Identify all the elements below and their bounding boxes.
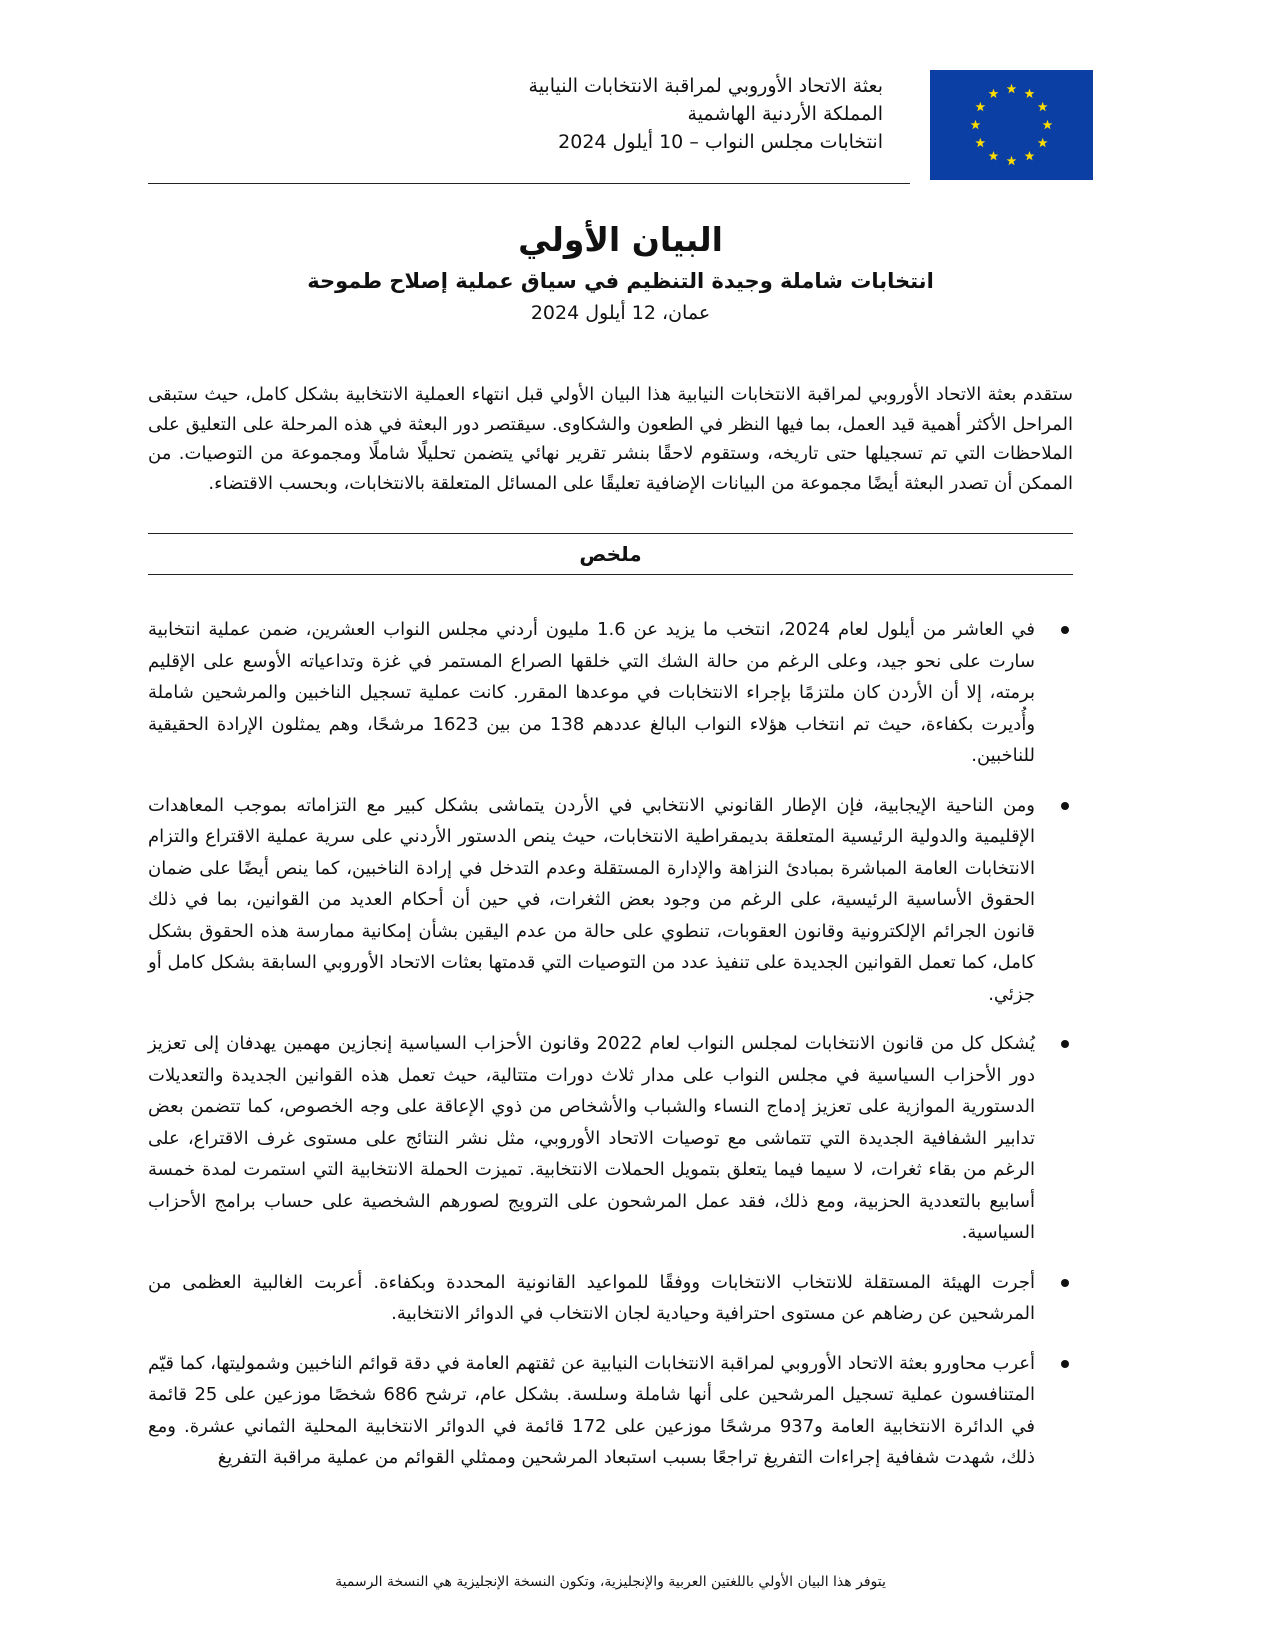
document-subtitle: انتخابات شاملة وجيدة التنظيم في سياق عملية إصلاح طموحة — [307, 269, 934, 293]
star-icon — [1038, 138, 1048, 147]
bullet-icon — [1061, 1360, 1069, 1368]
star-icon — [1025, 89, 1035, 98]
mission-info — [283, 72, 883, 156]
bullet-icon — [1061, 1040, 1069, 1048]
star-icon — [989, 89, 999, 98]
document-header — [148, 70, 1093, 182]
section-divider-bottom — [148, 574, 1073, 575]
summary-item-text: أعرب محاورو بعثة الاتحاد الأوروبي لمراقبة الانتخابات النيابية عن ثقتهم العامة في دقة قوائم الناخبين وشموليتها، كما قيّم المتنافسون عملية تسجيل المرشحين على أنها شاملة وسلسة. بشكل عام، ترشح 686 شخصًا موزعين على 25 قائمة في الدائرة الانتخابية العامة و937 مرشحًا موزعين على 172 قائمة في الدوائر الانتخابية المحلية الثماني عشرة. ومع ذلك، شهدت شفافية إجراءات التفريغ تراجعًا بسبب استبعاد المرشحين وممثلي القوائم من عملية مراقبة التفريغ — [148, 1352, 1035, 1468]
star-icon — [1007, 84, 1017, 93]
star-icon — [1025, 151, 1035, 160]
summary-item-text: يُشكل كل من قانون الانتخابات لمجلس النواب لعام 2022 وقانون الأحزاب السياسية إنجازين مهمين يهدفان إلى تعزيز دور الأحزاب السياسية في مجلس النواب على مدار ثلاث دورات متتالية، حيث تعمل هذه القوانين الجديدة والتعديلات الدستورية الموازية على تعزيز إدماج النساء والشباب والأشخاص من ذوي الإعاقة على وجه الخصوص، كما تتضمن بعض تدابير الشفافية الجديدة التي تتماشى مع توصيات الاتحاد الأوروبي، مثل نشر النتائج على مستوى غرف الاقتراع، على الرغم من بقاء ثغرات، لا سيما فيما يتعلق بتمويل الحملات الانتخابية. تميزت الحملة الانتخابية التي استمرت لمدة خمسة أسابيع بالتعددية الحزبية، ومع ذلك، فقد عمل المرشحون على الترويج لصورهم الشخصية على حساب برامج الأحزاب السياسية. — [148, 1033, 1036, 1243]
summary-item — [148, 1348, 1073, 1474]
summary-item — [148, 790, 1073, 1011]
eu-flag-icon — [930, 70, 1093, 180]
summary-list — [148, 614, 1073, 1492]
summary-item-text: أجرت الهيئة المستقلة للانتخاب الانتخابات ووفقًا للمواعيد القانونية المحددة وبكفاءة. أعربت الغالبية العظمى من المرشحين عن رضاهم عن مستوى احترافية وحيادية لجان الانتخاب في الدوائر الانتخابية. — [148, 1271, 1035, 1324]
summary-item — [148, 1267, 1073, 1330]
summary-item — [148, 614, 1073, 772]
document-date: عمان، 12 أيلول 2024 — [530, 302, 711, 324]
star-icon — [989, 151, 999, 160]
bullet-icon — [1061, 1279, 1069, 1287]
star-icon — [1043, 120, 1053, 129]
language-note: يتوفر هذا البيان الأولي باللغتين العربية والإنجليزية، وتكون النسخة الإنجليزية هي النسخة الرسمية — [335, 1574, 886, 1590]
mission-name: بعثة الاتحاد الأوروبي لمراقبة الانتخابات النيابية — [528, 75, 883, 97]
title-block — [148, 216, 1093, 328]
summary-item-text: ومن الناحية الإيجابية، فإن الإطار القانوني الانتخابي في الأردن يتماشى بشكل كبير مع التزاماته بموجب المعاهدات الإقليمية والدولية الرئيسية المتعلقة بديمقراطية الانتخابات، حيث ينص الدستور الأردني على سرية عملية الاقتراع والتزام الانتخابات العامة المباشرة بمبادئ النزاهة والإدارة المستقلة وعدم التدخل في إرادة الناخبين، كما ينص أيضًا على ضمان الحقوق الأساسية الرئيسية، على الرغم من وجود بعض الثغرات، في حين أن أحكام العديد من القوانين، بما في ذلك قانون الجرائم الإلكترونية وقانون العقوبات، تنطوي على حالة من عدم اليقين بشأن إمكانية ممارسة هذه الحقوق بشكل كامل، كما تعمل القوانين الجديدة على تنفيذ عدد من التوصيات التي قدمتها بعثات الاتحاد الأوروبي السابقة بشكل كامل أو جزئي. — [148, 794, 1035, 1005]
document-title: البيان الأولي — [518, 220, 723, 259]
summary-heading: ملخص — [579, 542, 642, 566]
bullet-icon — [1061, 802, 1069, 810]
section-divider-top — [148, 533, 1073, 534]
election-name: انتخابات مجلس النواب – 10 أيلول 2024 — [558, 131, 883, 153]
eu-flag-stars — [930, 70, 1093, 180]
summary-item-text: في العاشر من أيلول لعام 2024، انتخب ما يزيد عن 1.6 مليون أردني مجلس النواب العشرين، ضمن عملية انتخابية سارت على نحو جيد، وعلى الرغم من حالة الشك التي خلقها الصراع المستمر في غزة وتداعياته الأوسع على الإقليم برمته، إلا أن الأردن كان ملتزمًا بإجراء الانتخابات في موعدها المقرر. كانت عملية تسجيل الناخبين والمرشحين شاملة وأُديرت بكفاءة، حيث تم انتخاب هؤلاء النواب البالغ عددهم 138 من بين 1623 مرشحًا، وهم يمثلون الإرادة الحقيقية للناخبين. — [148, 619, 1036, 766]
intro-paragraph: ستقدم بعثة الاتحاد الأوروبي لمراقبة الانتخابات النيابية هذا البيان الأولي قبل انتهاء العملية الانتخابية بشكل كامل، حيث ستبقى المراحل الأكثر أهمية قيد العمل، بما فيها النظر في الطعون والشكاوى. سيقتصر دور البعثة في هذه المرحلة على التعليق على الملاحظات التي تم تسجيلها حتى تاريخه، وستقوم لاحقًا بنشر تقرير نهائي يتضمن تحليلًا شاملًا ومجموعة من التوصيات. من الممكن أن تصدر البعثة أيضًا مجموعة من البيانات الإضافية تعليقًا على المسائل المتعلقة بالانتخابات، وبحسب الاقتضاء. — [148, 384, 1073, 494]
star-icon — [975, 138, 985, 147]
header-divider — [148, 183, 910, 184]
star-icon — [975, 102, 985, 111]
star-icon — [971, 120, 981, 129]
summary-item — [148, 1028, 1073, 1249]
bullet-icon — [1061, 626, 1069, 634]
star-icon — [1007, 156, 1017, 165]
star-icon — [1038, 102, 1048, 111]
country-name: المملكة الأردنية الهاشمية — [687, 103, 883, 125]
